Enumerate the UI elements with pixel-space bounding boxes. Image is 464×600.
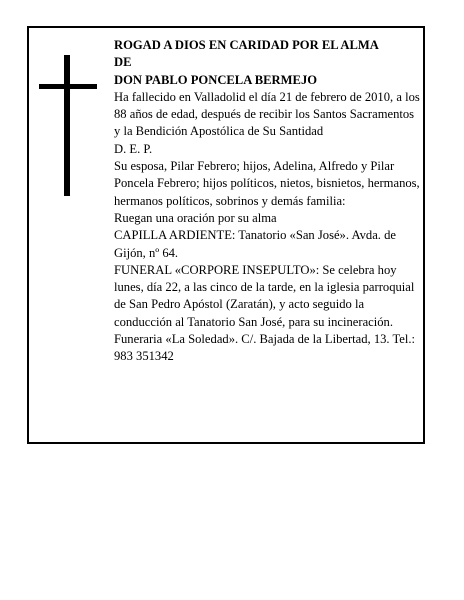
death-announcement: Ha fallecido en Valladolid el día 21 de febrero de 2010, a los 88 años de edad, después de recibir los Santos Sacramentos y la Bendición Apostólica de Su Santidad	[114, 89, 420, 139]
family-members: Su esposa, Pilar Febrero; hijos, Adelina, Alfredo y Pilar Poncela Febrero; hijos políticos, nietos, bisnietos, hermanos, hermanos políticos, sobrinos y demás familia:	[114, 159, 420, 208]
funeral-home-info: Funeraria «La Soledad». C/. Bajada de la Libertad, 13. Tel.: 983 351342	[114, 332, 416, 364]
obituary-text	[114, 37, 422, 366]
rest-in-peace: D. E. P.	[114, 141, 153, 156]
deceased-name: DON PABLO PONCELA BERMEJO	[114, 72, 318, 87]
prayer-request: Ruegan una oración por su alma	[114, 210, 277, 225]
header-line-1: ROGAD A DIOS EN CARIDAD POR EL ALMA	[114, 38, 379, 52]
header-line-2: DE	[114, 55, 132, 70]
chapel-info: CAPILLA ARDIENTE: Tanatorio «San José». Avda. de Gijón, nº 64.	[114, 228, 396, 260]
cross-icon-crossbar	[39, 84, 97, 89]
funeral-info: FUNERAL «CORPORE INSEPULTO»: Se celebra hoy lunes, día 22, a las cinco de la tarde, en la iglesia parroquial de San Pedro Apóstol (Zaratán), y acto seguido la conducción al Tanatorio San José, para su incineración.	[114, 262, 415, 329]
cross-icon	[64, 55, 70, 196]
